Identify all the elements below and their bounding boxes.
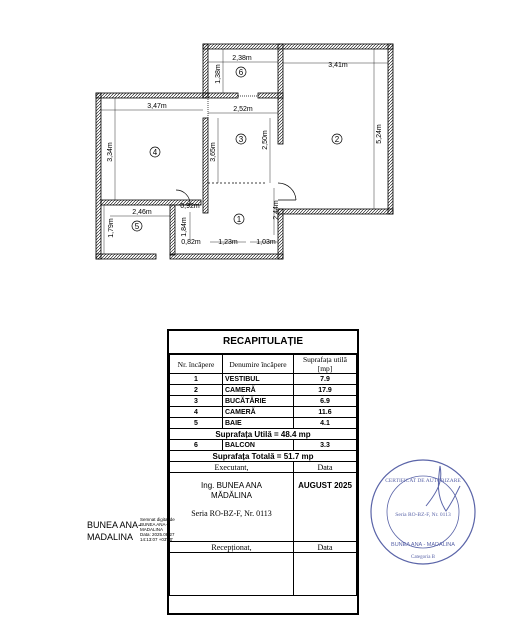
dim-1-38: 1,38m	[215, 64, 222, 84]
dim-3-34: 3,34m	[107, 142, 114, 162]
recap-table-frame	[167, 329, 359, 615]
room-6-number: 6	[238, 68, 244, 77]
dim-1-23: 1,23m	[218, 239, 238, 246]
dim-3-65: 3,65m	[210, 142, 217, 162]
signature-name-line1: BUNEA ANA-	[87, 520, 142, 530]
suprafata-utila: Suprafața Utilă = 48.4 mp	[170, 429, 357, 440]
data-label: Data	[294, 462, 357, 473]
receptionat-date-cell	[294, 553, 357, 596]
engineer-serie: Seria RO-BZ-F, Nr. 0113	[191, 509, 272, 518]
recap-table	[169, 354, 357, 596]
digital-signature-text: Semnat digital de BUNEA ANA- MADALINA Data: 2025.08.27 14:13:07 +03'00'	[140, 517, 175, 542]
dimension-lines	[101, 49, 388, 254]
room-4-number: 4	[152, 148, 158, 157]
table-row: 3 BUCĂTĂRIE 6.9	[170, 396, 357, 407]
dim-5-24: 5,24m	[376, 124, 383, 144]
date-value: AUGUST 2025	[294, 473, 357, 542]
col-header-nr: Nr. încăpere	[170, 355, 223, 374]
stamp-name: BUNEA ANA - MADALINA	[391, 542, 455, 548]
room-2-number: 2	[334, 135, 340, 144]
room-5-number: 5	[134, 222, 140, 231]
room-1-number: 1	[236, 215, 242, 224]
dim-1-84: 1,84m	[181, 217, 188, 237]
stamp-category: Categoria B	[410, 555, 436, 560]
dim-2-44: 2,44m	[273, 200, 280, 220]
dim-3-47: 3,47m	[147, 103, 167, 110]
table-row: 4 CAMERĂ 11.6	[170, 407, 357, 418]
dim-2-38: 2,38m	[232, 55, 252, 62]
table-row: 2 CAMERĂ 17.9	[170, 385, 357, 396]
recap-title: RECAPITULAȚIE	[169, 331, 357, 354]
engineer-name: Ing. BUNEA ANA MĂDĂLINA	[201, 481, 262, 500]
stamp-serie: Seria RO-BZ-F, Nr. 0113	[395, 512, 451, 518]
dim-2-46: 2,46m	[132, 209, 152, 216]
col-header-denumire: Denumire încăpere	[223, 355, 294, 374]
receptionat-label: Recepționat,	[170, 542, 294, 553]
data-label-2: Data	[294, 542, 357, 553]
receptionat-cell	[170, 553, 294, 596]
suprafata-totala: Suprafața Totală = 51.7 mp	[170, 451, 357, 462]
room-3-number: 3	[238, 135, 244, 144]
signature-name-line2: MADALINA	[87, 532, 134, 542]
dim-2-52: 2,52m	[233, 106, 253, 113]
room-markers	[132, 67, 342, 231]
table-row: 1 VESTIBUL 7.9	[170, 374, 357, 385]
stamp-top: CERTIFICAT DE AUTORIZARE	[385, 478, 461, 484]
col-header-suprafata: Suprafața utilă [mp]	[294, 355, 357, 374]
dim-0-92: 0,92m	[180, 203, 200, 210]
executant-cell	[170, 473, 294, 542]
dim-2-50: 2,50m	[262, 130, 269, 150]
walls	[96, 44, 393, 259]
dim-1-79: 1,79m	[108, 218, 115, 238]
table-row: 6 BALCON 3.3	[170, 440, 357, 451]
dim-3-41: 3,41m	[328, 62, 348, 69]
table-row: 5 BAIE 4.1	[170, 418, 357, 429]
handwritten-signature	[426, 466, 460, 511]
executant-label: Executant,	[170, 462, 294, 473]
dim-1-03: 1,03m	[256, 239, 276, 246]
authorization-stamp	[368, 456, 478, 568]
dim-0-82: 0,82m	[181, 239, 201, 246]
